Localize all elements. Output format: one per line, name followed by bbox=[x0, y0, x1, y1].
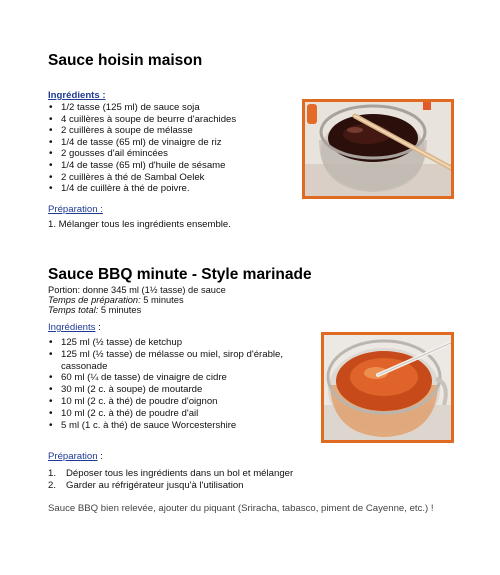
list-item: • 1/4 de tasse (65 ml) d'huile de sésame bbox=[48, 160, 236, 172]
list-item: • 4 cuillères à soupe de beurre d'arachides bbox=[48, 114, 236, 126]
recipe1-ingredient-list bbox=[48, 102, 236, 195]
list-item: • 2 cuillères à thé de Sambal Oelek bbox=[48, 172, 236, 184]
list-item: • 30 ml (2 c. à soupe) de moutarde bbox=[48, 384, 283, 396]
recipe1-steps bbox=[48, 219, 231, 231]
total-time-value: 5 minutes bbox=[100, 305, 142, 315]
list-item: • 1/4 de tasse (65 ml) de vinaigre de riz bbox=[48, 137, 236, 149]
hoisin-sauce-photo bbox=[302, 99, 454, 199]
prep-time-value: 5 minutes bbox=[143, 295, 184, 305]
recipe2-note: Sauce BBQ bien relevée, ajouter du piquant (Sriracha, tabasco, piment de Cayenne, etc.) ! bbox=[48, 503, 434, 514]
recipe1-title: Sauce hoisin maison bbox=[48, 52, 203, 69]
list-item: • 1/2 tasse (125 ml) de sauce soja bbox=[48, 102, 236, 114]
bbq-sauce-photo bbox=[321, 332, 454, 443]
step-number: 1. bbox=[48, 468, 57, 479]
list-item: • 60 ml (¼ de tasse) de vinaigre de cidre bbox=[48, 372, 283, 384]
recipe2-preparation-heading bbox=[48, 451, 103, 462]
hoisin-jar-image bbox=[305, 102, 451, 196]
total-time-label: Temps total: bbox=[48, 305, 99, 315]
list-item: • 2 cuillères à soupe de mélasse bbox=[48, 125, 236, 137]
prep-time-label: Temps de préparation: bbox=[48, 295, 141, 305]
list-item: • 10 ml (2 c. à thé) de poudre d'oignon bbox=[48, 396, 283, 408]
list-item-continuation: cassonade bbox=[61, 360, 108, 372]
list-item bbox=[48, 468, 293, 480]
step-number: 2. bbox=[48, 479, 57, 491]
list-item: • 2 gousses d'ail émincées bbox=[48, 148, 236, 160]
ingredients-colon: : bbox=[98, 322, 101, 333]
list-item: • 125 ml (½ tasse) de mélasse ou miel, sirop d'érable, bbox=[48, 349, 283, 361]
list-item: • 125 ml (½ tasse) de ketchup bbox=[48, 337, 283, 349]
recipe2-preparation-label: Préparation bbox=[48, 451, 98, 462]
recipe1-ingredients-label: Ingrédients : bbox=[48, 90, 106, 101]
recipe2-steps bbox=[48, 468, 293, 492]
recipe2-ingredients-label: Ingrédients bbox=[48, 322, 96, 333]
recipe2-title: Sauce BBQ minute - Style marinade bbox=[48, 266, 312, 283]
list-item: • 1/4 de cuillère à thé de poivre. bbox=[48, 183, 236, 195]
step-text: Garder au réfrigérateur jusqu'à l'utilisation bbox=[66, 479, 244, 491]
preparation-colon: : bbox=[100, 451, 103, 462]
recipe2-portion: Portion: donne 345 ml (1½ tasse) de sauce bbox=[48, 285, 226, 295]
recipe2-ingredients-heading bbox=[48, 322, 101, 333]
list-item: • 10 ml (2 c. à thé) de poudre d'ail bbox=[48, 408, 283, 420]
bbq-bowl-image bbox=[324, 335, 451, 440]
step-text: Déposer tous les ingrédients dans un bol et mélanger bbox=[66, 468, 294, 479]
recipe2-ingredient-list bbox=[48, 337, 283, 431]
list-item: 1. Mélanger tous les ingrédients ensemble. bbox=[48, 219, 231, 230]
list-item bbox=[48, 480, 293, 492]
recipe2-total-time bbox=[48, 305, 141, 316]
list-item: • 5 ml (1 c. à thé) de sauce Worcestershire bbox=[48, 420, 283, 432]
recipe1-preparation-label: Préparation : bbox=[48, 204, 103, 215]
